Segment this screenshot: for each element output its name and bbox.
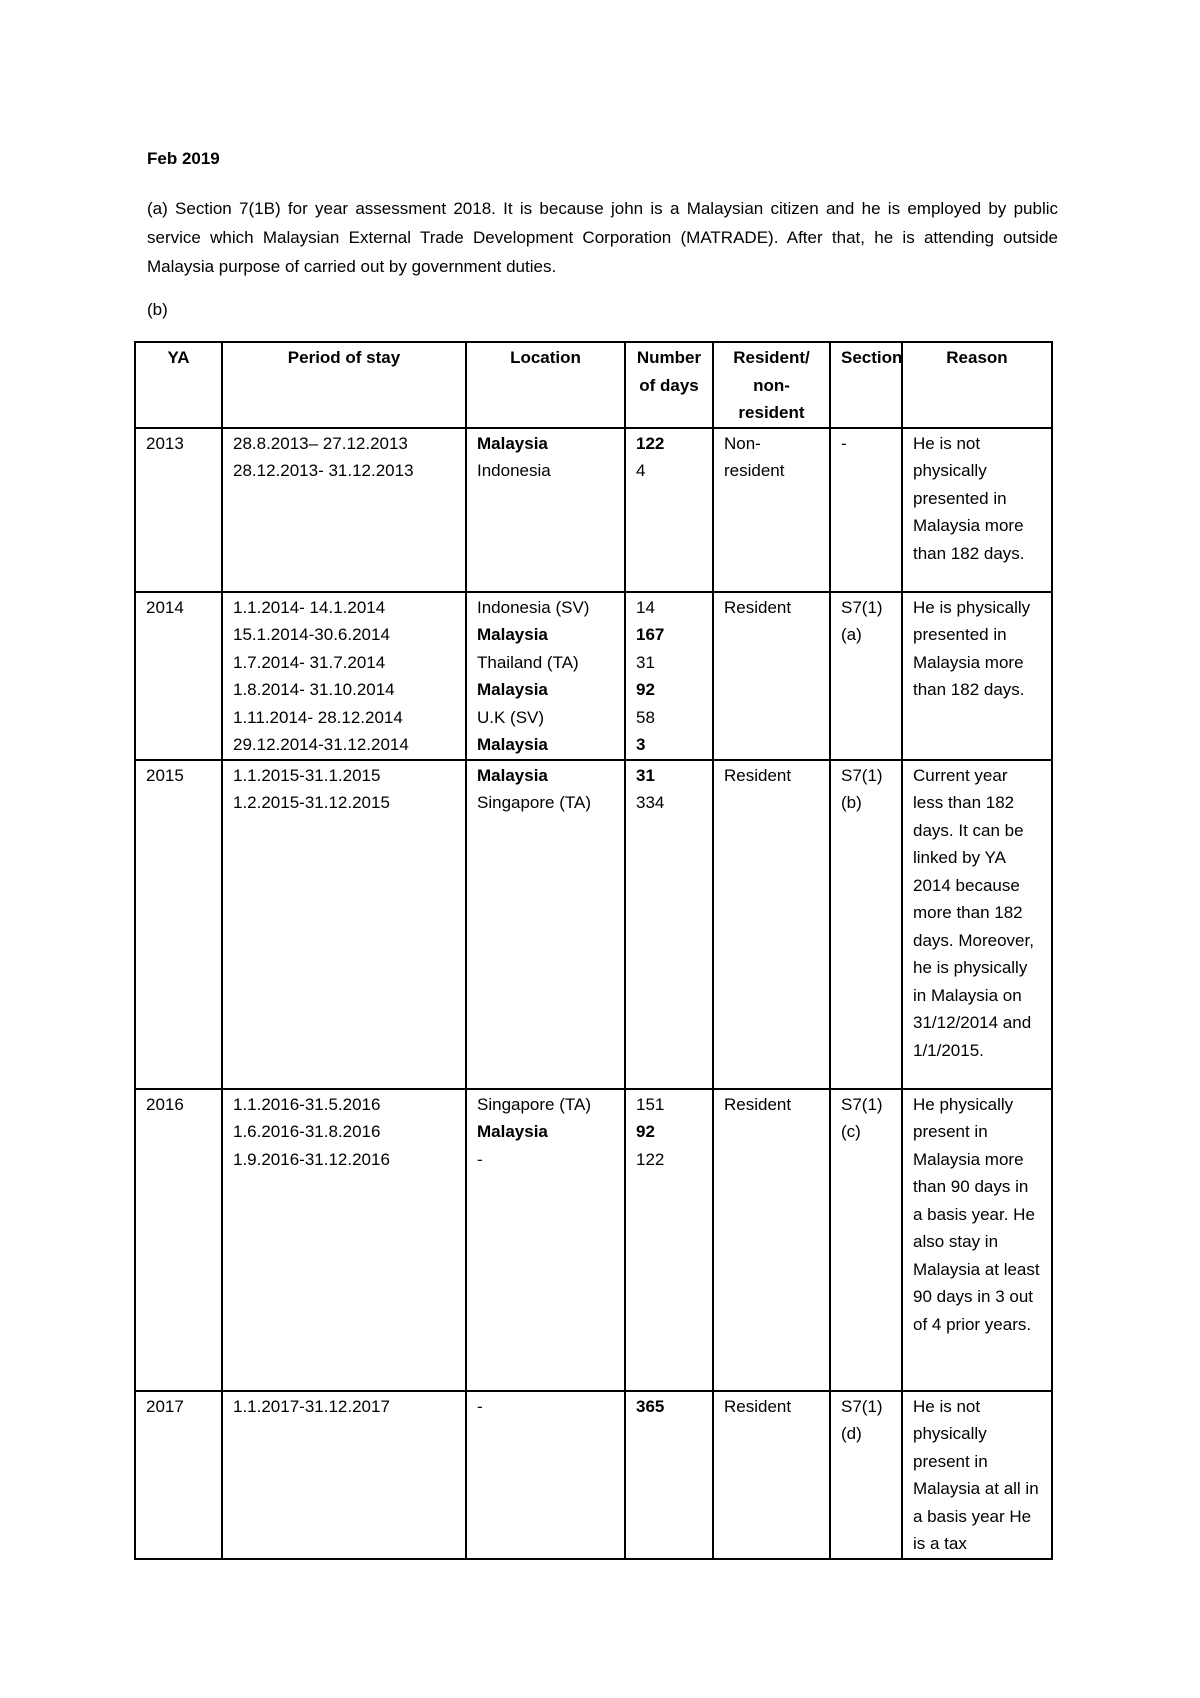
- location-line: Singapore (TA): [477, 1094, 592, 1114]
- days-line: 167: [636, 625, 665, 644]
- header-section: Section: [830, 342, 902, 428]
- period-line: 1.8.2014- 31.10.2014: [233, 680, 395, 699]
- period-line: 1.1.2017-31.12.2017: [233, 1396, 390, 1416]
- days-line: 31: [636, 765, 655, 785]
- period-line: 1.9.2016-31.12.2016: [233, 1149, 390, 1169]
- days-line: 365: [636, 1396, 665, 1416]
- cell-days: [625, 1391, 713, 1559]
- header-period: Period of stay: [222, 342, 466, 428]
- table-row: [135, 428, 1052, 592]
- cell-location: [466, 1089, 625, 1391]
- cell-resident: Resident: [713, 760, 830, 1089]
- cell-days: [625, 428, 713, 592]
- table-row: [135, 1089, 1052, 1391]
- cell-resident: Resident: [713, 1089, 830, 1391]
- cell-section: -: [830, 428, 902, 592]
- document-heading: Feb 2019: [147, 149, 220, 168]
- days-line: 58: [636, 707, 655, 727]
- location-line: Indonesia (SV): [477, 597, 590, 617]
- days-line: 92: [636, 680, 655, 699]
- cell-period: [222, 760, 466, 1089]
- location-line: Singapore (TA): [477, 793, 592, 812]
- table-header-row: [135, 342, 1052, 428]
- days-line: 3: [636, 735, 646, 754]
- period-line: 28.12.2013- 31.12.2013: [233, 461, 414, 480]
- cell-section: S7(1)(a): [830, 592, 902, 760]
- period-line: 1.6.2016-31.8.2016: [233, 1122, 381, 1141]
- days-line: 122: [636, 433, 665, 453]
- table-row: [135, 1391, 1052, 1559]
- location-line: Malaysia: [477, 680, 548, 699]
- cell-reason: He is physically presented in Malaysia more than 182 days.: [902, 592, 1052, 760]
- header-ya: YA: [135, 342, 222, 428]
- period-line: 1.1.2016-31.5.2016: [233, 1094, 381, 1114]
- residence-table: [134, 341, 1053, 1560]
- period-line: 1.11.2014- 28.12.2014: [233, 707, 403, 727]
- header-location: Location: [466, 342, 625, 428]
- cell-resident: Non-resident: [713, 428, 830, 592]
- cell-location: [466, 592, 625, 760]
- location-line: Malaysia: [477, 765, 548, 785]
- location-line: Malaysia: [477, 433, 548, 453]
- cell-location: [466, 1391, 625, 1559]
- location-line: Malaysia: [477, 1122, 548, 1141]
- answer-part-a: (a) Section 7(1B) for year assessment 2018. It is because john is a Malaysian citizen and he is employed by public service which Malaysian External Trade Development Corporation (MATRADE). After that, he is attending outside Malaysia purpose of carried out by government duties.: [147, 199, 1058, 276]
- cell-location: [466, 760, 625, 1089]
- cell-period: [222, 428, 466, 592]
- period-line: 1.7.2014- 31.7.2014: [233, 652, 386, 672]
- days-line: 14: [636, 597, 655, 617]
- location-line: Malaysia: [477, 735, 548, 754]
- table-row: [135, 592, 1052, 760]
- location-line: -: [477, 1396, 483, 1416]
- days-line: 122: [636, 1149, 665, 1169]
- period-line: 29.12.2014-31.12.2014: [233, 735, 409, 754]
- cell-reason: He is not physically present in Malaysia at all in a basis year He is a tax: [902, 1391, 1052, 1559]
- period-line: 1.2.2015-31.12.2015: [233, 793, 390, 812]
- days-line: 4: [636, 461, 646, 480]
- table-row: [135, 760, 1052, 1089]
- days-line: 31: [636, 652, 655, 672]
- cell-reason: Current year less than 182 days. It can be linked by YA 2014 because more than 182 days. Moreover, he is physically in Malaysia on 31/12/2014 and 1/1/2015.: [902, 760, 1052, 1089]
- period-line: 1.1.2014- 14.1.2014: [233, 597, 386, 617]
- header-days: Number of days: [625, 342, 713, 428]
- header-reason: Reason: [902, 342, 1052, 428]
- cell-section: S7(1)(c): [830, 1089, 902, 1391]
- location-line: Indonesia: [477, 461, 551, 480]
- cell-section: S7(1)(d): [830, 1391, 902, 1559]
- cell-ya: 2016: [135, 1089, 222, 1391]
- cell-resident: Resident: [713, 1391, 830, 1559]
- cell-period: [222, 592, 466, 760]
- answer-part-b-label: (b): [147, 300, 168, 319]
- location-line: -: [477, 1149, 483, 1169]
- header-resident: Resident/ non-resident: [713, 342, 830, 428]
- period-line: 1.1.2015-31.1.2015: [233, 765, 381, 785]
- period-line: 28.8.2013– 27.12.2013: [233, 433, 408, 453]
- cell-section: S7(1)(b): [830, 760, 902, 1089]
- cell-ya: 2014: [135, 592, 222, 760]
- cell-reason: He is not physically presented in Malaysia more than 182 days.: [902, 428, 1052, 592]
- days-line: 334: [636, 793, 665, 812]
- cell-resident: Resident: [713, 592, 830, 760]
- cell-period: [222, 1391, 466, 1559]
- days-line: 151: [636, 1094, 665, 1114]
- cell-ya: 2013: [135, 428, 222, 592]
- cell-period: [222, 1089, 466, 1391]
- days-line: 92: [636, 1122, 655, 1141]
- cell-location: [466, 428, 625, 592]
- location-line: U.K (SV): [477, 707, 545, 727]
- period-line: 15.1.2014-30.6.2014: [233, 625, 390, 644]
- cell-ya: 2015: [135, 760, 222, 1089]
- cell-days: [625, 592, 713, 760]
- cell-days: [625, 1089, 713, 1391]
- location-line: Thailand (TA): [477, 652, 579, 672]
- location-line: Malaysia: [477, 625, 548, 644]
- cell-days: [625, 760, 713, 1089]
- cell-reason: He physically present in Malaysia more than 90 days in a basis year. He also stay in Malaysia at least 90 days in 3 out of 4 prior years.: [902, 1089, 1052, 1391]
- cell-ya: 2017: [135, 1391, 222, 1559]
